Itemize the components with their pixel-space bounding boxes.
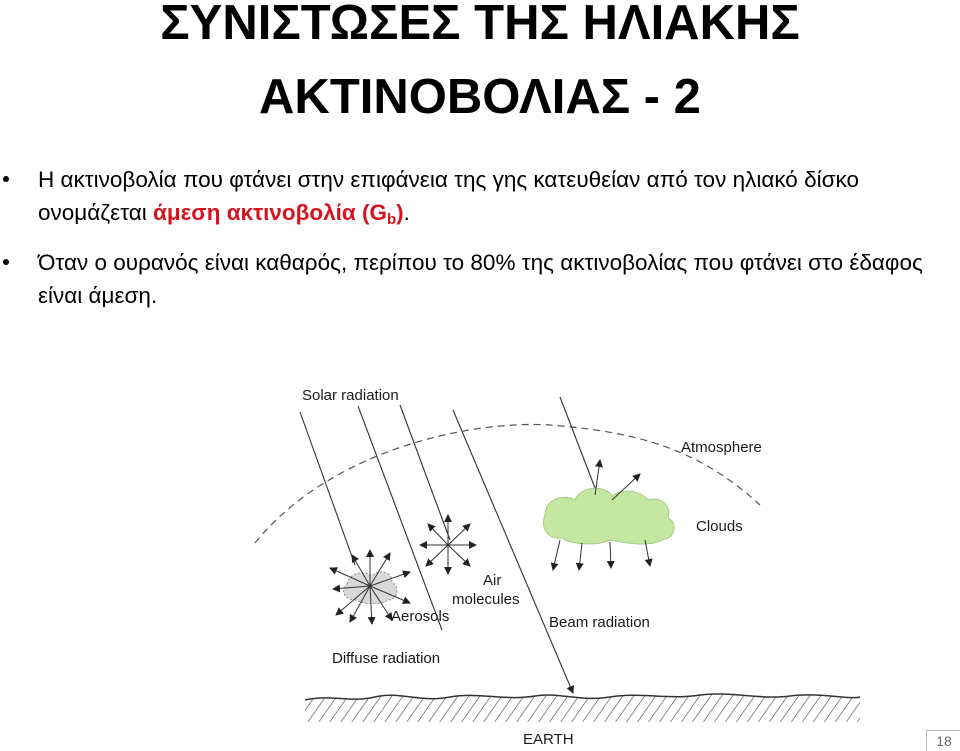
cloud-arrow-down-3 bbox=[610, 542, 611, 568]
slide-title-line-1: ΣΥΝΙΣΤΩΣΕΣ ΤΗΣ ΗΛΙΑΚΗΣ bbox=[160, 0, 800, 50]
label-atmosphere: Atmosphere bbox=[681, 439, 762, 456]
bullet-1-end: . bbox=[403, 200, 410, 225]
label-earth: EARTH bbox=[523, 731, 574, 748]
label-molecules: molecules bbox=[452, 591, 520, 608]
label-beam-radiation: Beam radiation bbox=[549, 614, 650, 631]
cloud-arrow-down-1 bbox=[553, 540, 560, 570]
bullet-2-text: Όταν ο ουρανός είναι καθαρός, περίπου το 80% της ακτινοβολίας που φτάνει στο έδαφος είναι άμεση. bbox=[38, 250, 923, 308]
label-clouds: Clouds bbox=[696, 518, 743, 535]
slide-title-line-2: ΑΚΤΙΝΟΒΟΛΙΑΣ - 2 bbox=[259, 70, 701, 124]
cloud-arrow-down-2 bbox=[579, 543, 582, 570]
solar-ray-3 bbox=[400, 405, 450, 540]
bullet-1-highlight-subscript: b bbox=[386, 211, 397, 228]
label-diffuse-radiation: Diffuse radiation bbox=[332, 650, 441, 667]
label-aerosols: Aerosols bbox=[391, 608, 450, 625]
bullet-1-highlight-close: ) bbox=[396, 200, 404, 225]
bullet-1-highlight-text: άμεση ακτινοβολία (G bbox=[153, 200, 387, 225]
page-number: 18 bbox=[926, 730, 960, 751]
solar-ray-4 bbox=[453, 410, 573, 693]
cloud-shape bbox=[544, 488, 675, 544]
solar-ray-1 bbox=[300, 412, 355, 565]
solar-ray-5 bbox=[560, 397, 595, 488]
label-solar-radiation: Solar radiation bbox=[302, 387, 399, 404]
label-air: Air bbox=[483, 572, 502, 589]
bullet-1-text: Η ακτινοβολία που φτάνει στην επιφάνεια της γης κατευθείαν από τον ηλιακό δίσκο ονομάζεται bbox=[38, 167, 859, 225]
air-molecule-scatter bbox=[420, 515, 476, 574]
